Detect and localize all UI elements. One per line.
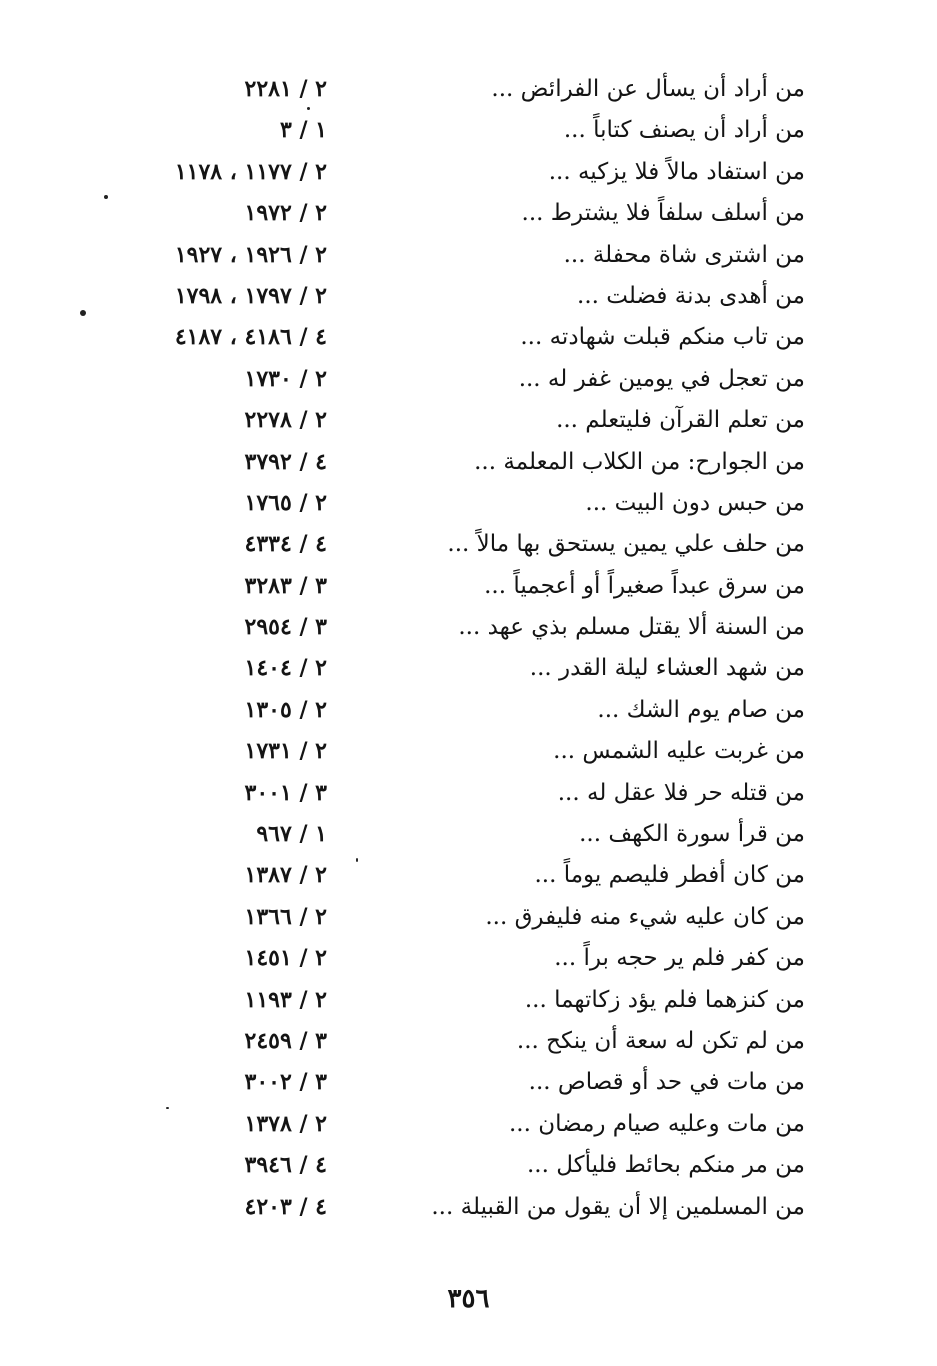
entry-reference: ٢ / ٢٢٧٨	[244, 407, 327, 434]
entry-reference: ٢ / ١٧٣٠	[244, 365, 327, 392]
entry-phrase: من لم تكن له سعة أن ينكح ...	[516, 1027, 805, 1054]
entry-phrase: من أسلف سلفاً فلا يشترط ...	[521, 200, 805, 227]
index-entry	[0, 856, 937, 897]
index-entry	[0, 1063, 937, 1104]
entry-reference: ٢ / ١٤٥١	[244, 945, 327, 972]
index-entry	[0, 898, 937, 939]
index-entry	[0, 981, 937, 1022]
index-entry	[0, 567, 937, 608]
entry-reference: ٢ / ١٣٦٦	[244, 903, 327, 930]
entry-reference: ٢ / ١١٧٧ ، ١١٧٨	[174, 158, 327, 185]
scan-speck	[307, 107, 310, 110]
entry-phrase: من حبس دون البيت ...	[585, 489, 805, 516]
entry-reference: ٤ / ٣٧٩٢	[244, 448, 327, 475]
entry-phrase: من المسلمين إلا أن يقول من القبيلة ...	[431, 1193, 805, 1220]
entry-reference: ٢ / ١١٩٣	[244, 986, 327, 1013]
entry-phrase: من تاب منكم قبلت شهادته ...	[520, 324, 805, 351]
entry-reference: ١ / ٣	[279, 117, 327, 144]
entry-reference: ٣ / ٣٠٠١	[244, 779, 327, 806]
entry-phrase: من قتله حر فلا عقل له ...	[557, 779, 805, 806]
entry-phrase: من قرأ سورة الكهف ...	[579, 821, 805, 848]
index-entry	[0, 194, 937, 235]
index-entry	[0, 691, 937, 732]
scan-speck	[356, 858, 358, 862]
index-entry	[0, 649, 937, 690]
index-entry	[0, 774, 937, 815]
entry-reference: ٢ / ١٩٢٦ ، ١٩٢٧	[174, 241, 327, 268]
entry-reference: ٢ / ٢٢٨١	[244, 76, 327, 102]
entry-reference: ١ / ٩٦٧	[256, 821, 327, 848]
entry-reference: ٢ / ١٤٠٤	[244, 655, 327, 682]
entry-phrase: من أهدى بدنة فضلت ...	[577, 282, 805, 309]
entry-reference: ٣ / ٢٤٥٩	[244, 1027, 327, 1054]
page-number: ٣٥٦	[447, 1284, 490, 1314]
index-entry	[0, 608, 937, 649]
index-entry	[0, 360, 937, 401]
index-entry	[0, 70, 937, 111]
entry-phrase: من السنة ألا يقتل مسلم بذي عهد ...	[458, 614, 805, 641]
entry-reference: ٢ / ١٧٣١	[244, 738, 327, 765]
index-entry	[0, 939, 937, 980]
entry-reference: ٣ / ٢٩٥٤	[244, 614, 327, 641]
entry-phrase: من شهد العشاء ليلة القدر ...	[529, 655, 805, 682]
entry-reference: ٢ / ١٧٩٧ ، ١٧٩٨	[174, 282, 327, 309]
entry-phrase: من كان أفطر فليصم يوماً ...	[534, 862, 805, 889]
index-entry	[0, 277, 937, 318]
entry-phrase: من مات وعليه صيام رمضان ...	[508, 1110, 805, 1137]
index-entry	[0, 318, 937, 359]
index-entry	[0, 443, 937, 484]
entry-reference: ٢ / ١٣٠٥	[244, 696, 327, 723]
entry-reference: ٣ / ٣٢٨٣	[244, 572, 327, 599]
entry-phrase: من كنزهما فلم يؤد زكاتهما ...	[524, 986, 805, 1013]
index-entry	[0, 1022, 937, 1063]
index-entry	[0, 1105, 937, 1146]
entry-phrase: من حلف علي يمين يستحق بها مالاً ...	[447, 531, 805, 558]
index-entry	[0, 111, 937, 152]
index-entry	[0, 236, 937, 277]
scan-speck	[104, 195, 108, 199]
entry-phrase: من صام يوم الشك ...	[597, 696, 805, 723]
scan-speck	[166, 1107, 169, 1109]
entry-phrase: من استفاد مالاً فلا يزكيه ...	[548, 158, 805, 185]
index-entry	[0, 401, 937, 442]
entry-reference: ٢ / ١٧٦٥	[244, 489, 327, 516]
entry-phrase: من اشترى شاة محفلة ...	[563, 241, 805, 268]
scan-speck	[80, 310, 86, 316]
entry-phrase: من مات في حد أو قصاص ...	[528, 1069, 805, 1096]
entry-phrase: من تعلم القرآن فليتعلم ...	[556, 407, 805, 434]
index-entry	[0, 1146, 937, 1187]
entry-phrase: من كفر فلم ير حجه براً ...	[554, 945, 805, 972]
entry-reference: ٢ / ١٣٨٧	[244, 862, 327, 889]
index-entry	[0, 815, 937, 856]
entry-phrase: من أراد أن يسأل عن الفرائض ...	[491, 76, 805, 102]
entry-reference: ٤ / ٤٣٣٤	[244, 531, 327, 558]
index-entry	[0, 484, 937, 525]
entry-reference: ٢ / ١٩٧٢	[244, 200, 327, 227]
entry-phrase: من الجوارح: من الكلاب المعلمة ...	[474, 448, 805, 475]
hadith-index-list	[0, 70, 937, 1229]
entry-reference: ٤ / ٤١٨٦ ، ٤١٨٧	[174, 324, 327, 351]
entry-phrase: من غربت عليه الشمس ...	[553, 738, 805, 765]
entry-reference: ٤ / ٣٩٤٦	[244, 1152, 327, 1179]
entry-phrase: من تعجل في يومين غفر له ...	[518, 365, 805, 392]
entry-reference: ٣ / ٣٠٠٢	[244, 1069, 327, 1096]
entry-reference: ٤ / ٤٢٠٣	[244, 1193, 327, 1220]
entry-phrase: من أراد أن يصنف كتاباً ...	[563, 117, 805, 144]
entry-reference: ٢ / ١٣٧٨	[244, 1110, 327, 1137]
index-entry	[0, 153, 937, 194]
index-entry	[0, 525, 937, 566]
entry-phrase: من سرق عبداً صغيراً أو أعجمياً ...	[484, 572, 805, 599]
index-entry	[0, 732, 937, 773]
entry-phrase: من مر منكم بحائط فليأكل ...	[526, 1152, 805, 1179]
entry-phrase: من كان عليه شيء منه فليفرق ...	[485, 903, 805, 930]
index-entry	[0, 1188, 937, 1229]
